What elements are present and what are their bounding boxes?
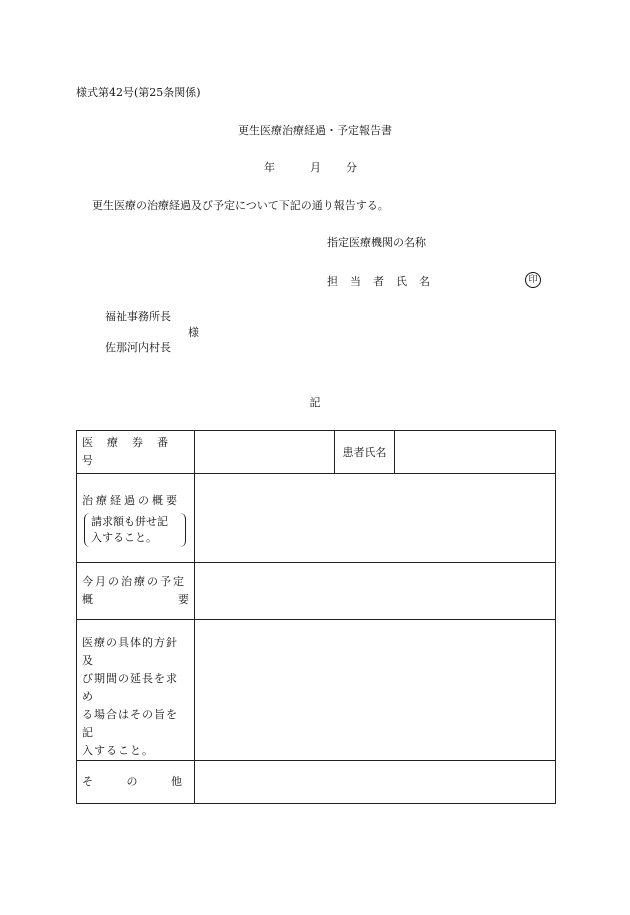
progress-note-line: 入すること。 [91, 531, 157, 544]
progress-note-line: 請求額も併せ記 [91, 515, 168, 528]
table-row [77, 474, 556, 563]
report-table [76, 430, 556, 804]
intro-text: 更生医療の治療経過及び予定について下記の通り報告する。 [92, 199, 389, 212]
patient-name-label: 患者氏名 [342, 446, 387, 459]
table-row [77, 761, 556, 804]
ticket-number-label-cell [77, 431, 195, 474]
ticket-number-label: 医療券番号 [82, 436, 182, 467]
period-year: 年 [264, 161, 275, 174]
ticket-number-field[interactable] [195, 431, 335, 474]
seal-mark: 印 [525, 272, 541, 288]
extension-label-line: 医療の具体的方針及 [82, 636, 178, 667]
progress-note [84, 513, 186, 547]
plan-label-cell [77, 563, 195, 620]
extension-label-line: び期間の延長を求め [82, 672, 178, 703]
extension-label-line: 入すること。 [82, 744, 154, 757]
progress-label-cell [77, 474, 195, 563]
document-title: 更生医療治療経過・予定報告書 [238, 124, 392, 137]
patient-name-label-cell [335, 431, 395, 474]
ki-heading: 記 [309, 396, 321, 409]
period-month: 月 [310, 161, 321, 174]
other-label: そ の 他 [82, 775, 182, 788]
period-portion: 分 [346, 161, 357, 174]
extension-field[interactable] [195, 620, 556, 761]
table-row [77, 431, 556, 474]
table-row [77, 620, 556, 761]
plan-label-line1: 今月の治療の予定 [82, 575, 186, 588]
addressee-village-head: 佐那河内村長 [105, 341, 171, 354]
person-in-charge-label: 担当者氏名 [327, 275, 442, 288]
plan-field[interactable] [195, 563, 556, 620]
institution-label: 指定医療機関の名称 [327, 236, 426, 249]
other-field[interactable] [195, 761, 556, 804]
other-label-cell [77, 761, 195, 804]
extension-label-cell [77, 620, 195, 761]
addressee-welfare-office: 福祉事務所長 [105, 310, 171, 323]
patient-name-field[interactable] [395, 431, 556, 474]
extension-label-line: る場合はその旨を記 [82, 708, 178, 739]
table-row [77, 563, 556, 620]
plan-label-line2: 概 要 [82, 593, 189, 606]
progress-field[interactable] [195, 474, 556, 563]
progress-label: 治療経過の概要 [82, 494, 180, 507]
honorific: 様 [188, 326, 199, 339]
form-number: 様式第42号(第25条関係) [76, 86, 201, 99]
